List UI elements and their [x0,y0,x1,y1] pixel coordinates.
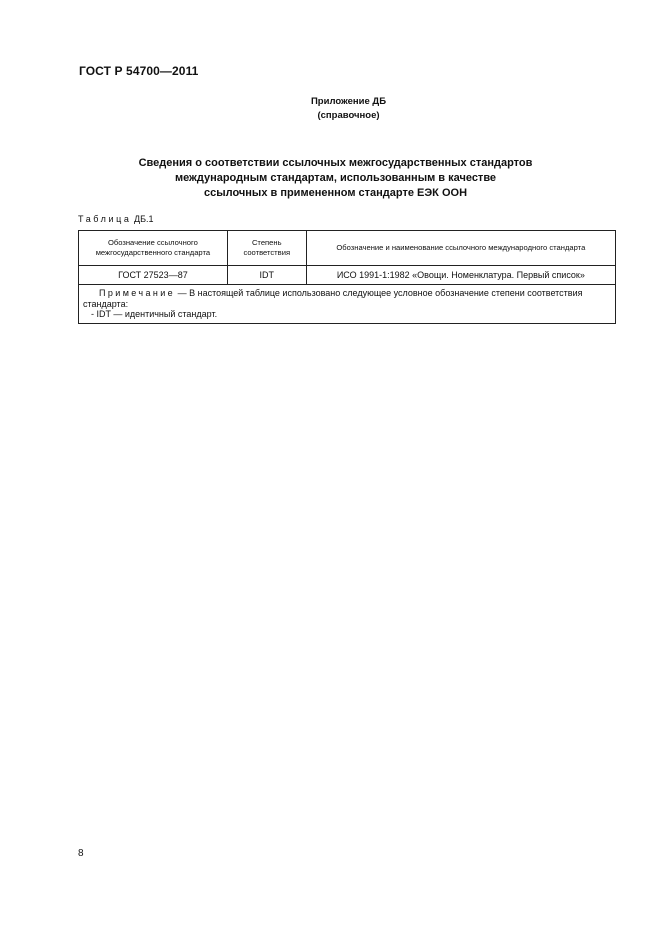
table-cell-international-standard: ИСО 1991-1:1982 «Овощи. Номенклатура. Первый список» [306,266,615,285]
table-header-row [79,231,616,266]
page-number: 8 [78,848,84,859]
section-title-line-2: международным стандартам, использованным в качестве [174,172,497,184]
table-header-international-standard: Обозначение и наименование ссылочного международного стандарта [306,231,615,266]
table-header-interstate-standard: Обозначение ссылочного межгосударственного стандарта [79,231,228,266]
table-note-item: - IDT — идентичный стандарт. [91,309,218,319]
table-note [79,285,616,324]
table-note-body: — В настоящей таблице использовано следующее условное обозначение степени соответствия стандарта: [83,288,583,309]
table-cell-degree: IDT [227,266,306,285]
appendix-label: Приложение ДБ [310,96,387,107]
table-caption-prefix: Таблица [78,214,132,224]
table-row [79,266,616,285]
table-header-degree-of-correspondence: Степень соответствия [227,231,306,266]
section-title [0,156,661,201]
table-cell-interstate-standard: ГОСТ 27523—87 [79,266,228,285]
table-caption-number: ДБ.1 [134,214,154,224]
table-caption [78,214,154,224]
section-title-line-1: Сведения о соответствии ссылочных межгосударственных стандартов [138,157,533,169]
table-note-row [79,285,616,324]
table-note-text [83,288,611,309]
section-title-line-3: ссылочных в примененном стандарте ЕЭК ООН [203,187,468,199]
correspondence-table [78,230,616,324]
appendix-type: (справочное) [317,110,380,121]
document-header-standard-id: ГОСТ Р 54700—2011 [79,64,199,78]
table-note-label: Примечание [99,288,176,298]
appendix-heading [0,95,661,123]
